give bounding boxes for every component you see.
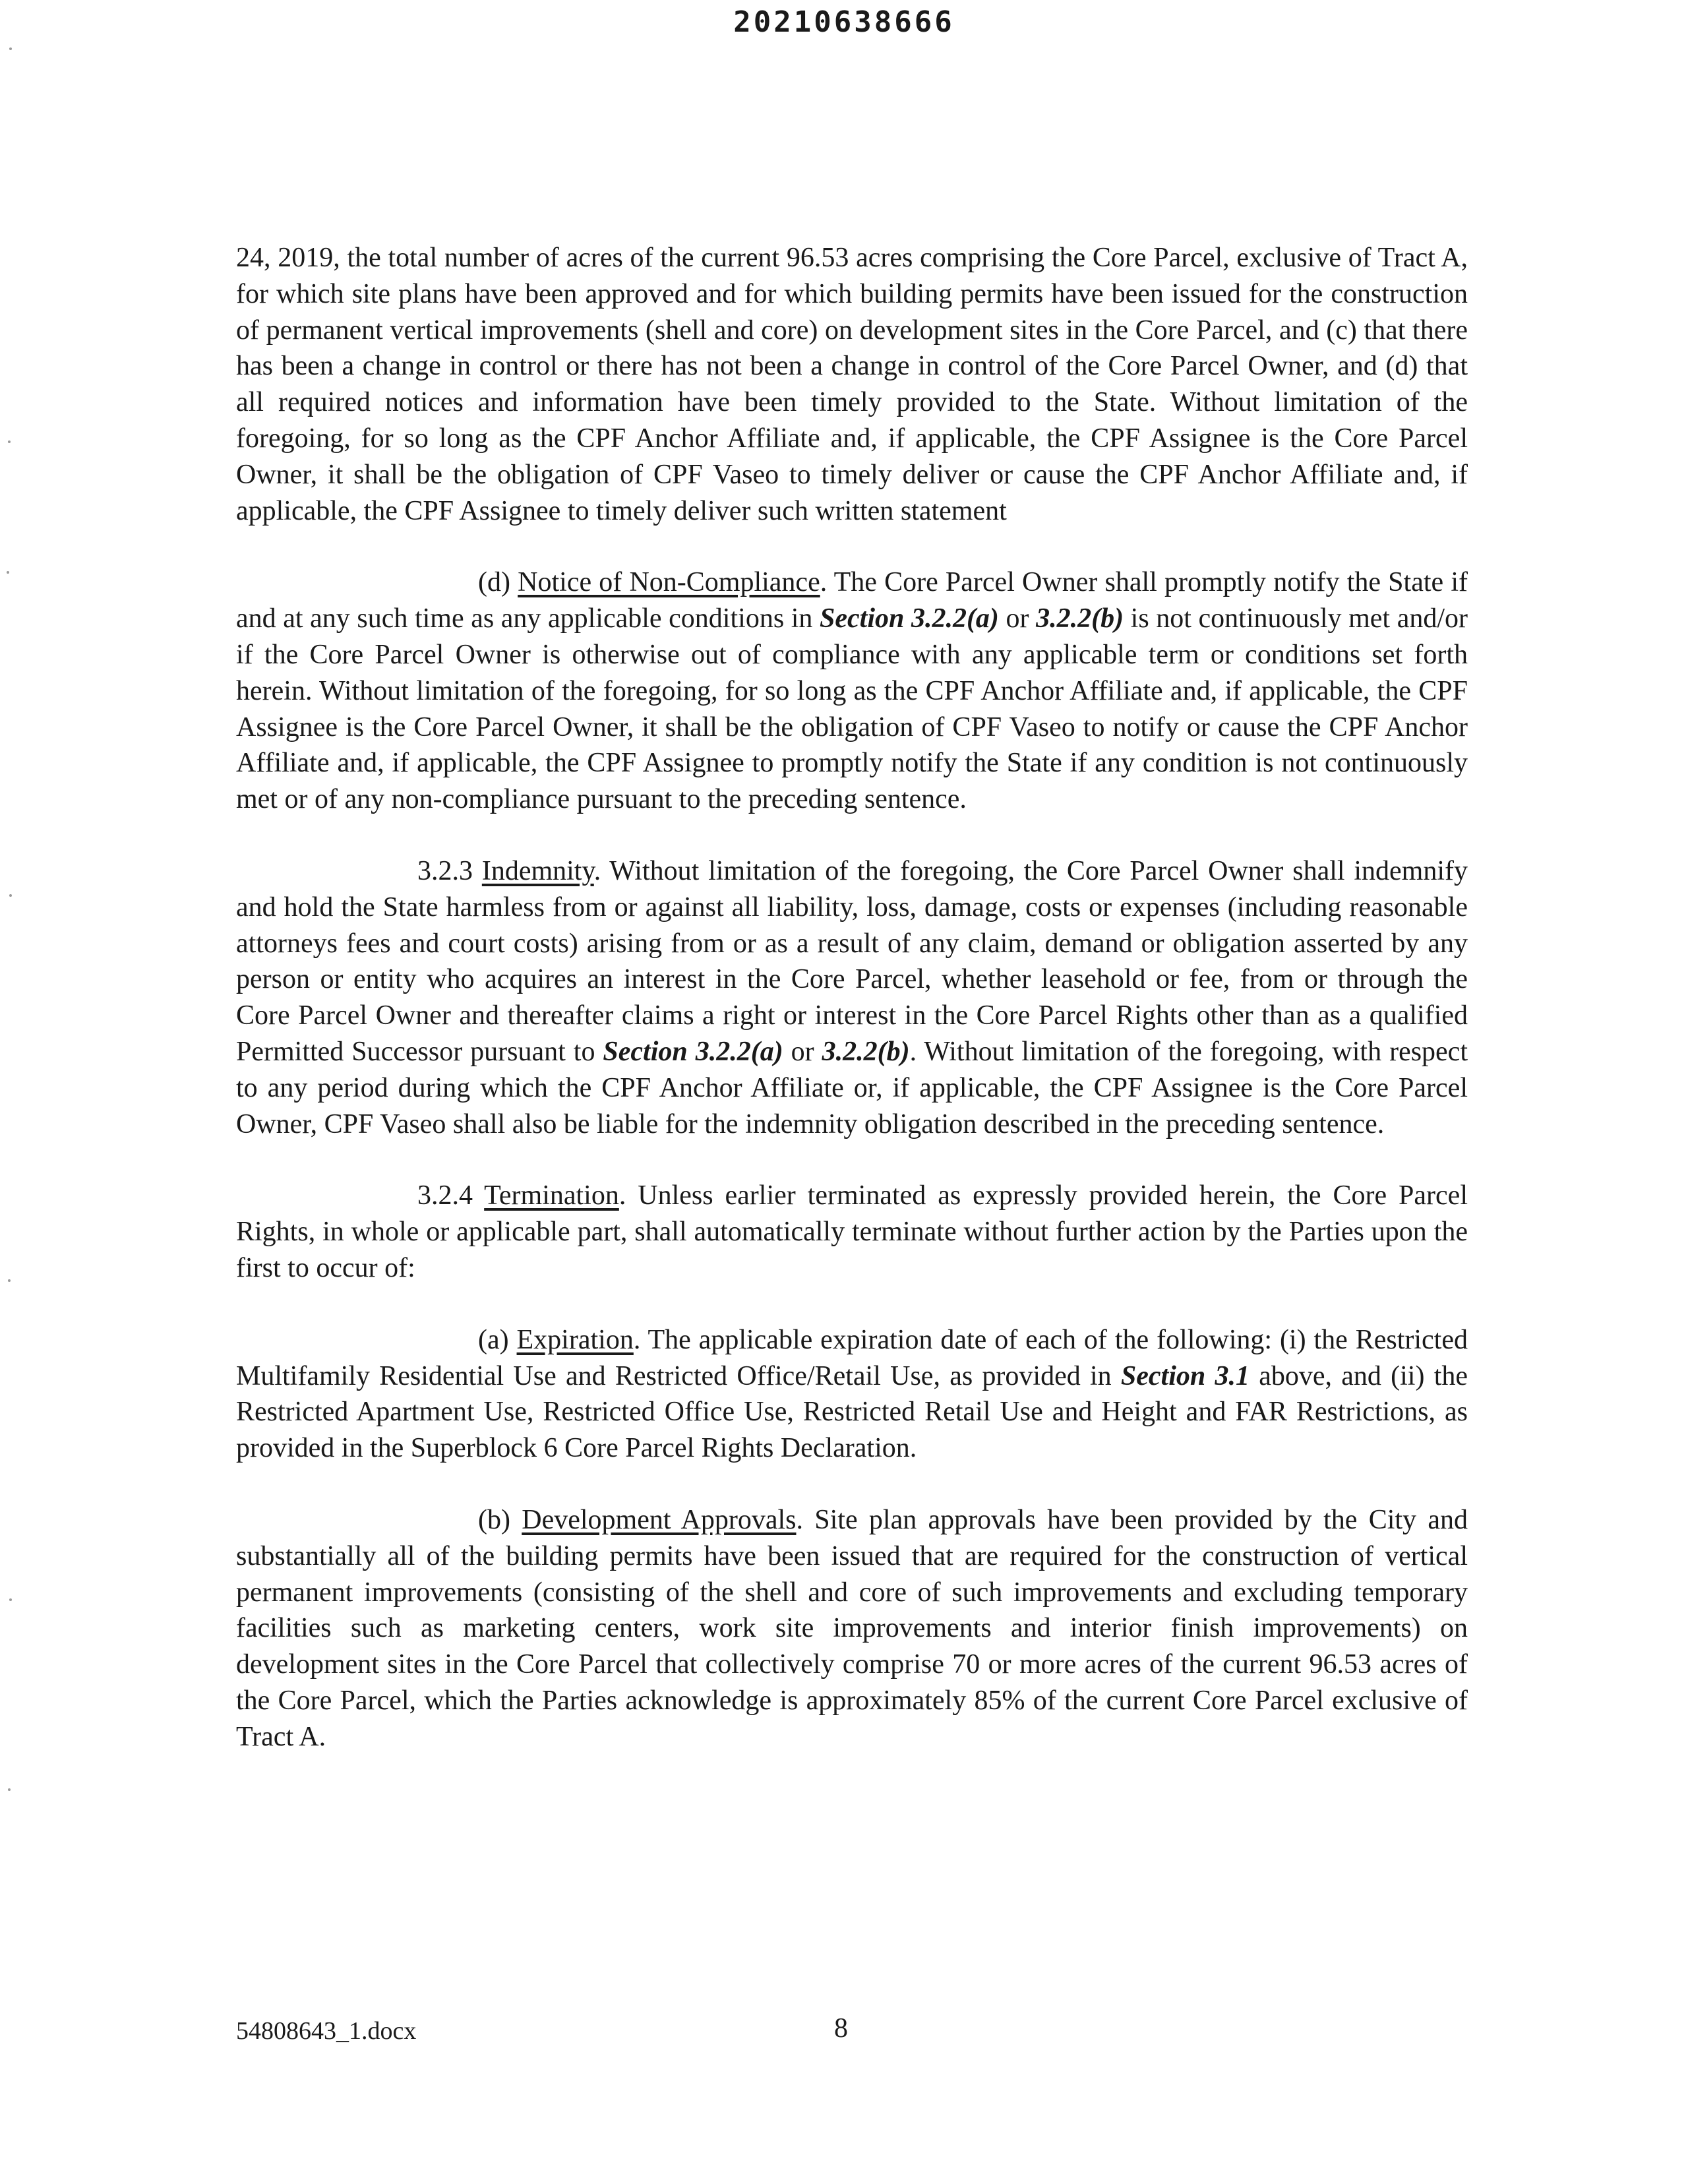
text-run: . Site plan approvals have been provided by the City and substantially all of the building permits have been issued that are required for the construction of vertical permanent improvements (consisting of the shell and core of such improvements and excluding temporary facilities such as marketing centers, work site improvements and interior finish improvements) on development sites in the Core Parcel that collectively comprise 70 or more acres of the current 96.53 acres of the Core Parcel, which the Parties acknowledge is approximately 85% of the current Core Parcel exclusive of Tract A. (236, 1504, 1468, 1752)
text-run: 3.2.4 (417, 1180, 485, 1211)
text-run: . The Core Parcel Owner shall promptly notify the State if and at any such time as any applicable conditions in (236, 567, 1468, 634)
section-heading: Development Approvals (522, 1504, 797, 1535)
section-reference: 3.2.2(b) (822, 1036, 910, 1067)
section-reference: Section 3.2.2(a) (603, 1036, 783, 1067)
section-heading: Indemnity (481, 855, 594, 886)
paragraph-expiration (236, 1322, 1468, 1467)
section-reference: Section 3.2.2(a) (820, 603, 999, 634)
text-run: . Unless earlier terminated as expressly provided herein, the Core Parcel Rights, in whole or applicable part, shall automatically terminate without further action by the Parties upon the first to occur of: (236, 1180, 1468, 1283)
paragraph-notice-of-non-compliance (236, 564, 1468, 818)
section-reference: 3.2.2(b) (1036, 603, 1124, 634)
text-run: above, and (ii) the Restricted Apartment Use, Restricted Office Use, Restricted Retail Use and Height and FAR Restrictions, as provided in the Superblock 6 Core Parcel Rights Declaration. (236, 1360, 1468, 1464)
text-run: is not continuously met and/or if the Core Parcel Owner is otherwise out of compliance with any applicable term or conditions set forth herein. Without limitation of the foregoing, for so long as the CPF Anchor Affiliate and, if applicable, the CPF Assignee is the Core Parcel Owner, it shall be the obligation of CPF Vaseo to notify or cause the CPF Anchor Affiliate and, if applicable, the CPF Assignee to promptly notify the State if any condition is not continuously met or of any non-compliance pursuant to the preceding sentence. (236, 603, 1468, 815)
section-reference: Section 3.1 (1120, 1360, 1250, 1391)
text-run: (a) (478, 1324, 517, 1355)
section-heading: Notice of Non-Compliance (518, 567, 820, 598)
document-body (236, 240, 1468, 1755)
scan-speck (9, 1598, 12, 1601)
text-run: or (998, 603, 1037, 634)
text-run: 24, 2019, the total number of acres of the current 96.53 acres comprising the Core Parcel, exclusive of Tract A, for which site plans have been approved and for which building permits have been issued for the construction of permanent vertical improvements (shell and core) on development sites in the Core Parcel, and (c) that there has been a change in control or there has not been a change in control of the Core Parcel Owner, and (d) that all required notices and information have been timely provided to the State. Without limitation of the foregoing, for so long as the CPF Anchor Affiliate and, if applicable, the CPF Assignee is the Core Parcel Owner, it shall be the obligation of CPF Vaseo to timely deliver or cause the CPF Anchor Affiliate and, if applicable, the CPF Assignee to timely deliver such written statement (236, 243, 1468, 526)
paragraph-continuation (236, 240, 1468, 529)
scan-speck (8, 1788, 11, 1791)
text-run: (b) (478, 1504, 522, 1535)
scan-speck (7, 571, 9, 574)
paragraph-development-approvals (236, 1502, 1468, 1755)
text-run: or (783, 1036, 822, 1067)
paragraph-3-2-4-termination (236, 1178, 1468, 1286)
scan-speck (9, 894, 12, 897)
page-number: 8 (834, 2013, 848, 2044)
section-heading: Expiration (516, 1324, 634, 1355)
scan-speck (8, 1279, 11, 1282)
document-number: 20210638666 (733, 5, 955, 39)
text-run: . Without limitation of the foregoing, the Core Parcel Owner shall indemnify and hold the State harmless from or against all liability, loss, damage, costs or expenses (including reasonable attorneys fees and court costs) arising from or as a result of any claim, demand or obligation asserted by any person or entity who acquires an interest in the Core Parcel, whether leasehold or fee, from or through the Core Parcel Owner and thereafter claims a right or interest in the Core Parcel Rights other than as a qualified Permitted Successor pursuant to (236, 855, 1468, 1067)
text-run: . The applicable expiration date of each of the following: (i) the Restricted Multifamily Residential Use and Restricted Office/Retail Use, as provided in (236, 1324, 1468, 1391)
paragraph-3-2-3-indemnity (236, 853, 1468, 1142)
text-run: . Without limitation of the foregoing, with respect to any period during which the CPF Anchor Affiliate or, if applicable, the CPF Assignee is the Core Parcel Owner, CPF Vaseo shall also be liable for the indemnity obligation described in the preceding sentence. (236, 1036, 1468, 1139)
section-heading: Termination (484, 1180, 619, 1211)
scan-speck (8, 440, 11, 443)
scan-speck (9, 47, 12, 50)
text-run: 3.2.3 (417, 855, 482, 886)
text-run: (d) (478, 567, 518, 598)
footer-document-id: 54808643_1.docx (236, 2017, 417, 2045)
